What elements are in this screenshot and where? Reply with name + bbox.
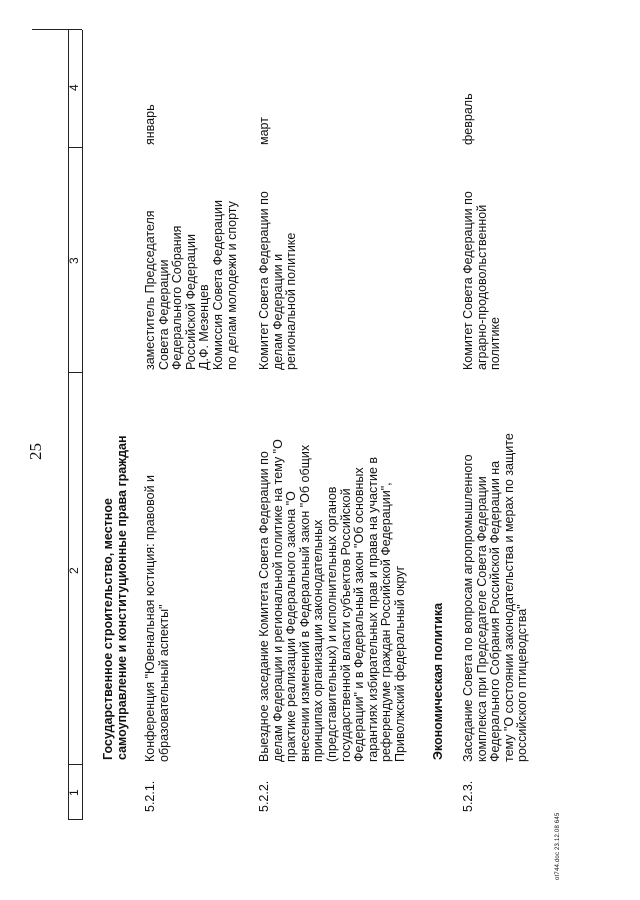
row-date-5-2-2: март	[257, 117, 271, 145]
header-col-4: 4	[67, 84, 81, 91]
column-divider	[68, 819, 82, 820]
column-divider	[68, 764, 82, 765]
header-col-1: 1	[67, 789, 81, 796]
row-event-5-2-1: Конференция "Ювенальная юстиция: правовой и образовательный аспекты"	[143, 474, 171, 762]
table-header-bottom-border	[82, 30, 83, 820]
column-divider	[68, 147, 82, 148]
header-col-2: 2	[67, 567, 81, 574]
row-responsible-5-2-2: Комитет Совета Федерации по делам Федерации и региональной политике	[257, 191, 299, 370]
row-event-5-2-3: Заседание Совета по вопросам агропромышленного комплекса при Председателе Совета Федерации Федерального Собрания Российской Федерации на тему "О состоянии законодательства и мерах по защите российского птицеводства"	[461, 433, 530, 762]
column-divider	[32, 29, 82, 30]
row-number-5-2-1: 5.2.1.	[143, 780, 157, 812]
section-title-state: Государственное строительство, местное самоуправление и конституционные права граждан	[101, 435, 129, 760]
column-divider	[68, 372, 82, 373]
page-number: 25	[26, 443, 45, 460]
table-header-top-border	[68, 30, 69, 820]
row-event-5-2-2: Выездное заседание Комитета Совета Федерации по делам Федерации и региональной политике на тему "О практике реализации Федерального закона "О внесении изменений в Федеральный закон "Об общих принципах организации законодательных (представительных) и исполнительных органов государственной власти субъектов Российской Федерации" и в Федеральный закон "Об основных гарантиях избирательных прав и права на участие в референдуме граждан Российской Федерации", Приволжский федеральный округ	[257, 439, 407, 762]
footer-file-info: ot744.doc 23.12.08 645	[555, 812, 561, 880]
row-date-5-2-3: февраль	[461, 93, 475, 145]
section-title-economy: Экономическая политика	[431, 602, 445, 760]
row-date-5-2-1: январь	[143, 104, 157, 145]
row-number-5-2-3: 5.2.3.	[461, 780, 475, 812]
row-responsible-5-2-1: заместитель Председателя Совета Федерации Федерального Собрания Российской Федерации Д.Ф. Мезенцев Комиссия Совета Федерации по делам молодежи и спорту	[143, 199, 239, 370]
header-col-3: 3	[67, 257, 81, 264]
row-responsible-5-2-3: Комитет Совета Федерации по аграрно-продовольственной политике	[461, 191, 503, 370]
row-number-5-2-2: 5.2.2.	[257, 780, 271, 812]
